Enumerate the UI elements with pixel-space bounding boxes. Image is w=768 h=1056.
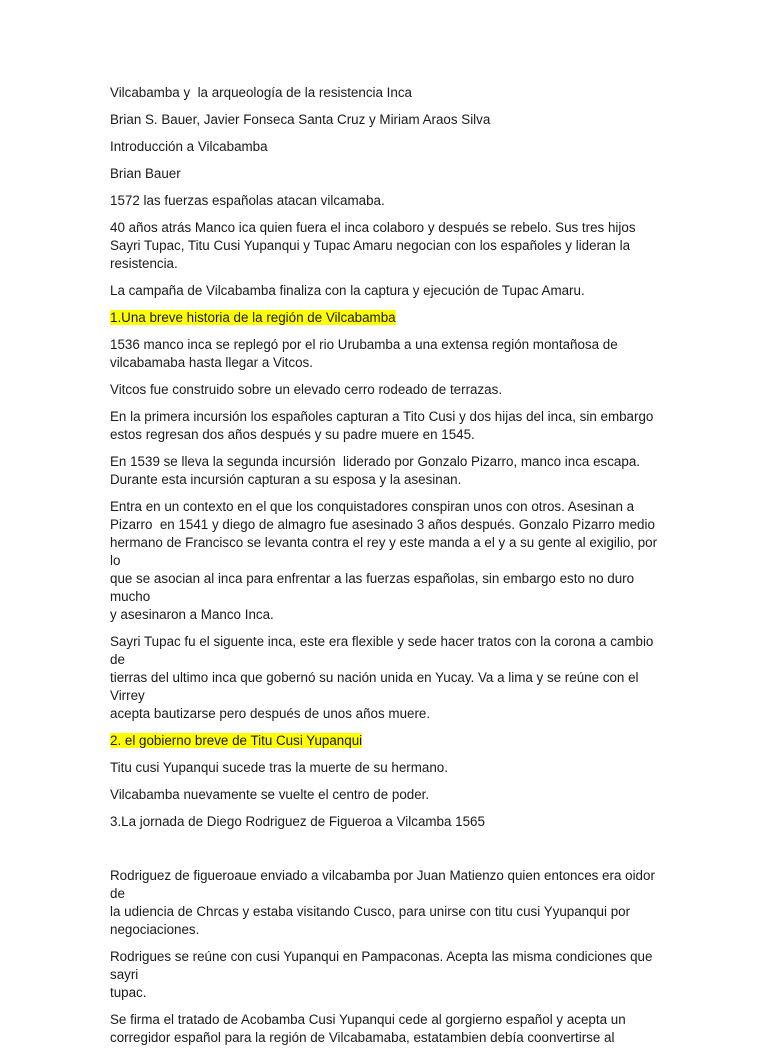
paragraph: Vitcos fue construido sobre un elevado cerro rodeado de terrazas. bbox=[110, 382, 503, 397]
highlight-text: 1.Una breve historia de la región de Vilcabamba bbox=[110, 310, 396, 325]
paragraph: La campaña de Vilcabamba finaliza con la captura y ejecución de Tupac Amaru. bbox=[110, 283, 585, 298]
highlight-text: 2. el gobierno breve de Titu Cusi Yupanqui bbox=[110, 733, 363, 748]
paragraph: Titu cusi Yupanqui sucede tras la muerte de su hermano. bbox=[110, 760, 448, 775]
author-name: Brian Bauer bbox=[110, 166, 181, 181]
document-body bbox=[110, 84, 666, 1056]
section-heading-intro: Introducción a Vilcabamba bbox=[110, 139, 268, 154]
document-title: Vilcabamba y la arqueología de la resistencia Inca bbox=[110, 85, 412, 100]
paragraph: Entra en un contexto en el que los conquistadores conspiran unos con otros. Asesinan a Pizarro en 1541 y diego de almagro fue asesinado 3 años después. Gonzalo Pizarro medio hermano de Francisco se levanta contra el rey y este manda a el y a su gente al exigilio, por lo que se asocian al inca para enfrentar a las fuerzas españolas, sin embargo esto no duro mucho y asesinaron a Manco Inca. bbox=[110, 499, 658, 622]
highlighted-heading-1 bbox=[110, 309, 666, 327]
blank-line bbox=[110, 840, 666, 867]
section-heading-3: 3.La jornada de Diego Rodriguez de Figueroa a Vilcamba 1565 bbox=[110, 814, 485, 829]
paragraph: Rodriguez de figueroaue enviado a vilcabamba por Juan Matienzo quien entonces era oidor de la udiencia de Chrcas y estaba visitando Cusco, para unirse con titu cusi Yyupanqui por negociaciones. bbox=[110, 868, 655, 937]
authors-line: Brian S. Bauer, Javier Fonseca Santa Cruz y Miriam Araos Silva bbox=[110, 112, 491, 127]
paragraph: 40 años atrás Manco ica quien fuera el inca colaboro y después se rebelo. Sus tres hijos Sayri Tupac, Titu Cusi Yupanqui y Tupac Amaru negocian con los españoles y lideran la resistencia. bbox=[110, 220, 640, 271]
paragraph: 1572 las fuerzas españolas atacan vilcamaba. bbox=[110, 193, 385, 208]
paragraph: Rodrigues se reúne con cusi Yupanqui en Pampaconas. Acepta las misma condiciones que sayri tupac. bbox=[110, 949, 653, 1000]
highlighted-heading-2 bbox=[110, 732, 666, 750]
paragraph: Se firma el tratado de Acobamba Cusi Yupanqui cede al gorgierno español y acepta un corregidor español para la región de Vilcabamaba, estatambien debía coonvertirse al bbox=[110, 1012, 626, 1045]
paragraph: En la primera incursión los españoles capturan a Tito Cusi y dos hijas del inca, sin embargo estos regresan dos años después y su padre muere en 1545. bbox=[110, 409, 654, 442]
paragraph: Sayri Tupac fu el siguente inca, este era flexible y sede hacer tratos con la corona a cambio de tierras del ultimo inca que gobernó su nación unida en Yucay. Va a lima y se reúne con el Virrey acepta bautizarse pero después de unos años muere. bbox=[110, 634, 654, 721]
paragraph: 1536 manco inca se replegó por el rio Urubamba a una extensa región montañosa de vilcabamaba hasta llegar a Vitcos. bbox=[110, 337, 622, 370]
paragraph: En 1539 se lleva la segunda incursión liderado por Gonzalo Pizarro, manco inca escapa. Durante esta incursión capturan a su esposa y la asesinan. bbox=[110, 454, 640, 487]
paragraph: Vilcabamba nuevamente se vuelte el centro de poder. bbox=[110, 787, 430, 802]
